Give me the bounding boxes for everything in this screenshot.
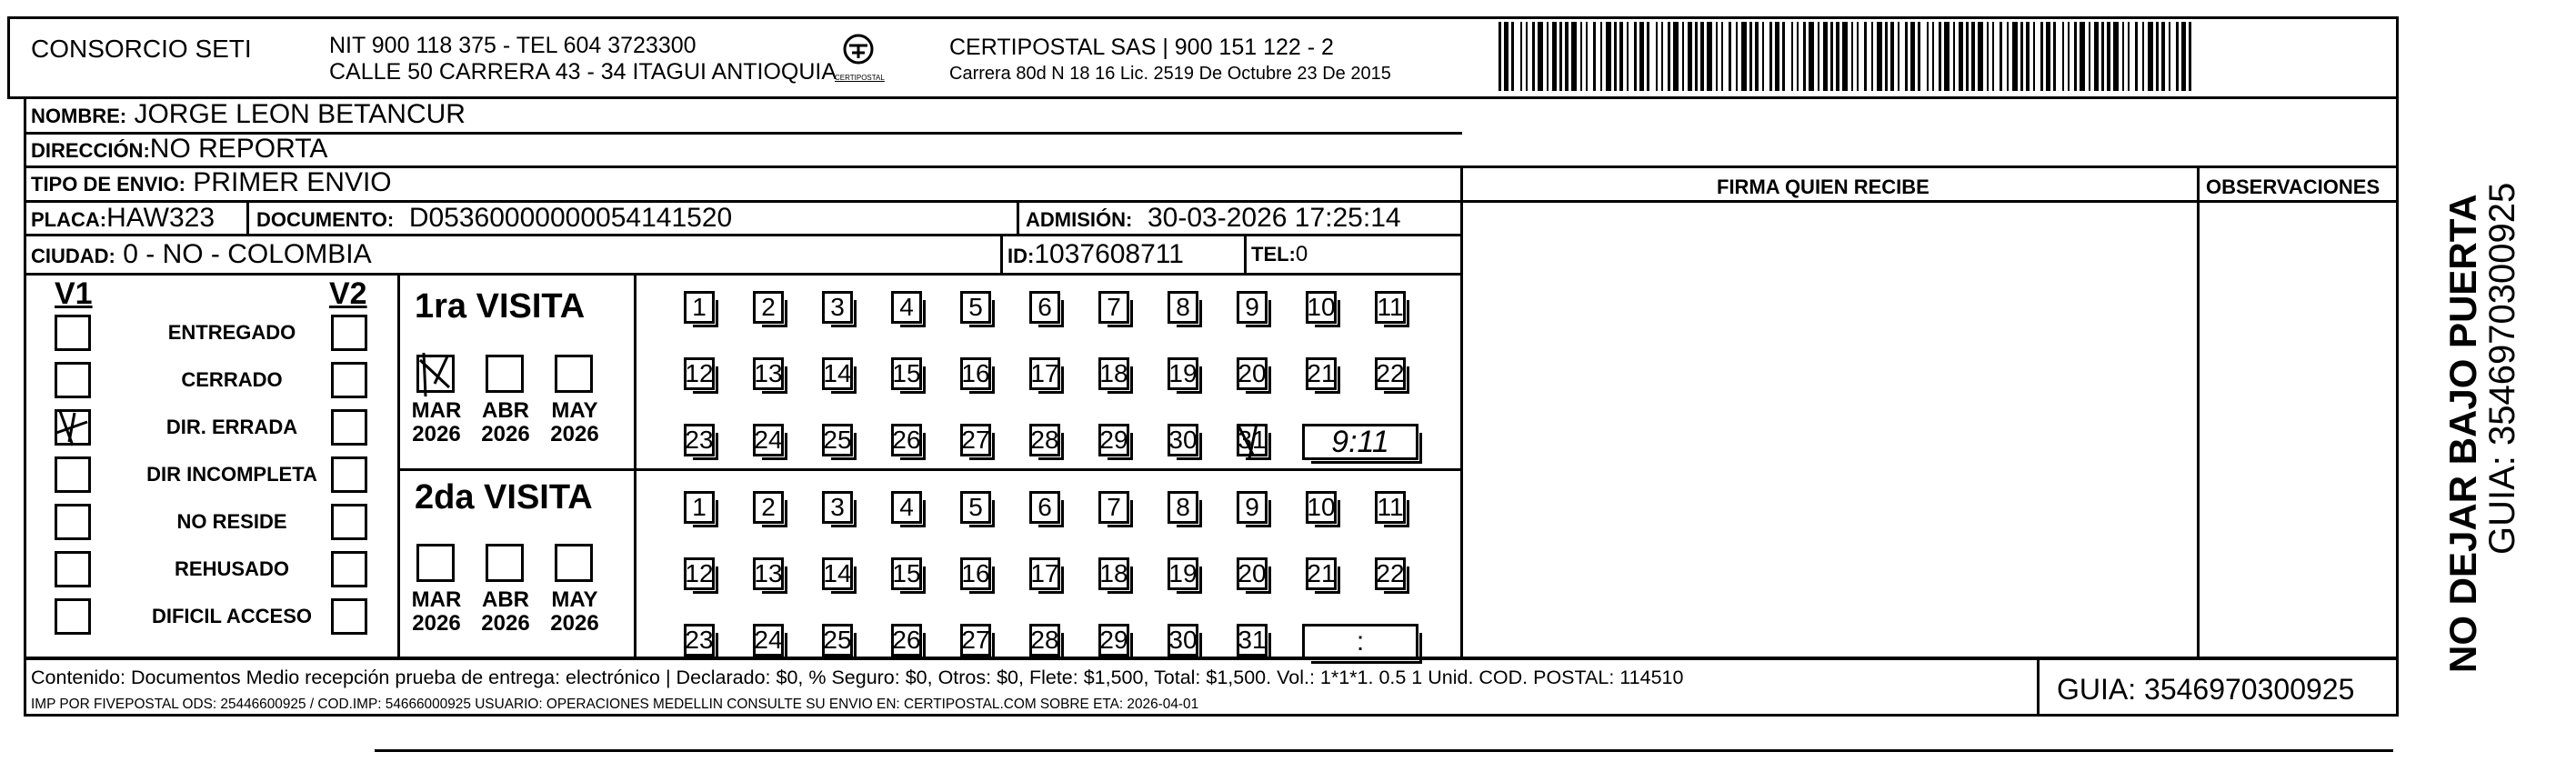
day-box[interactable]: 5 <box>960 491 991 524</box>
day-box[interactable]: 20 <box>1237 357 1268 390</box>
month-label: ABR <box>482 587 529 612</box>
day-box[interactable]: 28 <box>1029 424 1060 456</box>
day-box[interactable]: 28 <box>1029 624 1060 657</box>
day-box[interactable]: 26 <box>891 424 922 456</box>
v1-checkbox[interactable] <box>55 456 91 493</box>
logo-text: CERTIPOSTAL <box>835 74 885 82</box>
day-box[interactable]: 1 <box>684 291 715 324</box>
status-label: REHUSADO <box>175 557 289 580</box>
day-box[interactable]: 25 <box>822 624 853 657</box>
time-box[interactable]: 9:11 <box>1302 424 1418 460</box>
nombre-field: NOMBRE: JORGE LEON BETANCUR <box>31 99 466 129</box>
day-box[interactable]: 22 <box>1375 557 1406 590</box>
status-label: ENTREGADO <box>167 321 296 344</box>
month-checkbox[interactable] <box>416 544 455 582</box>
footer-guia: GUIA: 3546970300925 <box>2057 673 2355 706</box>
day-box[interactable]: 12 <box>684 357 715 390</box>
day-box[interactable]: 30 <box>1168 624 1198 657</box>
side-warning: NO DEJAR BAJO PUERTA <box>2441 194 2484 673</box>
placa-field: PLACA:HAW323 <box>31 203 216 233</box>
month-label: MAR <box>411 398 462 423</box>
day-box[interactable]: 7 <box>1098 491 1129 524</box>
status-label: NO RESIDE <box>176 510 287 533</box>
month-year: 2026 <box>412 611 461 636</box>
day-box[interactable]: 16 <box>960 357 991 390</box>
day-box[interactable]: 19 <box>1168 357 1198 390</box>
day-box[interactable]: 31 <box>1237 624 1268 657</box>
day-box[interactable]: 10 <box>1306 491 1337 524</box>
day-box[interactable]: 30 <box>1168 424 1198 456</box>
day-box[interactable]: 8 <box>1168 491 1198 524</box>
month-year: 2026 <box>481 611 530 636</box>
day-box[interactable]: 19 <box>1168 557 1198 590</box>
month-label: MAY <box>551 398 598 423</box>
day-box[interactable]: 6 <box>1029 291 1060 324</box>
day-box[interactable]: 6 <box>1029 491 1060 524</box>
v1-checkbox[interactable] <box>55 362 91 398</box>
v2-checkbox[interactable] <box>331 598 367 635</box>
day-box[interactable]: 17 <box>1029 357 1060 390</box>
day-box[interactable]: 2 <box>753 291 784 324</box>
day-box[interactable]: 13 <box>753 357 784 390</box>
day-box[interactable]: 3 <box>822 491 853 524</box>
month-year: 2026 <box>550 422 599 446</box>
status-label: DIR. ERRADA <box>165 416 298 438</box>
day-check-mark <box>1233 420 1273 462</box>
day-box[interactable]: 25 <box>822 424 853 456</box>
day-box[interactable]: 18 <box>1098 557 1129 590</box>
firma-header: FIRMA QUIEN RECIBE <box>1717 175 1929 198</box>
day-box[interactable]: 8 <box>1168 291 1198 324</box>
month-checkbox[interactable] <box>486 544 524 582</box>
day-box[interactable]: 29 <box>1098 424 1129 456</box>
v2-checkbox[interactable] <box>331 362 367 398</box>
day-box[interactable]: 17 <box>1029 557 1060 590</box>
month-year: 2026 <box>550 611 599 636</box>
month-year: 2026 <box>412 422 461 446</box>
day-box[interactable]: 26 <box>891 624 922 657</box>
v2-checkbox[interactable] <box>331 456 367 493</box>
day-box[interactable]: 12 <box>684 557 715 590</box>
day-box[interactable]: 14 <box>822 557 853 590</box>
day-box[interactable]: 15 <box>891 557 922 590</box>
month-year: 2026 <box>481 422 530 446</box>
status-label: DIFICIL ACCESO <box>151 605 312 627</box>
v2-checkbox[interactable] <box>331 409 367 446</box>
second-visit-title: 2da VISITA <box>415 478 593 516</box>
day-box[interactable]: 2 <box>753 491 784 524</box>
direccion-field: DIRECCIÓN:NO REPORTA <box>31 134 328 164</box>
day-box[interactable]: 18 <box>1098 357 1129 390</box>
month-label: MAY <box>551 587 598 612</box>
day-box[interactable]: 13 <box>753 557 784 590</box>
day-box[interactable]: 5 <box>960 291 991 324</box>
v1-checkbox[interactable] <box>55 598 91 635</box>
id-field: ID:1037608711 <box>1007 239 1184 269</box>
address-line: CALLE 50 CARRERA 43 - 34 ITAGUI ANTIOQUIA <box>329 59 837 85</box>
day-box[interactable]: 21 <box>1306 557 1337 590</box>
day-box[interactable]: 29 <box>1098 624 1129 657</box>
day-box[interactable]: 16 <box>960 557 991 590</box>
status-label: DIR INCOMPLETA <box>146 463 317 486</box>
day-box[interactable]: 21 <box>1306 357 1337 390</box>
contenido-line: Contenido: Documentos Medio recepción prueba de entrega: electrónico | Declarado: $0, % Seguro: $0, Otros: $0, Flete: $1,500, Total: $1,500. Vol.: 1*1*1. 0.5 1 Unid. COD. POSTAL: 114510 <box>31 667 1684 688</box>
certipostal-logo <box>835 33 885 87</box>
day-box[interactable]: 9 <box>1237 291 1268 324</box>
day-box[interactable]: 15 <box>891 357 922 390</box>
v1-header: V1 <box>55 276 93 311</box>
v1-check-mark <box>51 406 96 451</box>
day-box[interactable]: 23 <box>684 624 715 657</box>
company-name: CONSORCIO SETI <box>31 35 252 63</box>
v2-checkbox[interactable] <box>331 504 367 540</box>
day-box[interactable]: 11 <box>1375 291 1406 324</box>
v2-checkbox[interactable] <box>331 315 367 351</box>
imp-line: IMP POR FIVEPOSTAL ODS: 25446600925 / COD.IMP: 54666000925 USUARIO: OPERACIONES MEDELLIN CONSULTE SU ENVIO EN: CERTIPOSTAL.COM SOBRE ETA: 2026-04-01 <box>31 697 1199 712</box>
month-label: MAR <box>411 587 462 612</box>
day-box[interactable]: 27 <box>960 424 991 456</box>
day-box[interactable]: 27 <box>960 624 991 657</box>
admision-field: ADMISIÓN: 30-03-2026 17:25:14 <box>1026 203 1401 233</box>
month-check-mark <box>413 347 460 398</box>
day-box[interactable]: 10 <box>1306 291 1337 324</box>
day-box[interactable]: 14 <box>822 357 853 390</box>
day-box[interactable]: 24 <box>753 424 784 456</box>
observaciones-header: OBSERVACIONES <box>2206 175 2381 198</box>
v1-checkbox[interactable] <box>55 315 91 351</box>
day-box[interactable]: 7 <box>1098 291 1129 324</box>
day-box[interactable]: 23 <box>684 424 715 456</box>
status-label: CERRADO <box>181 368 283 391</box>
v1-checkbox[interactable] <box>55 551 91 587</box>
documento-field: DOCUMENTO: D05360000000054141520 <box>256 203 733 233</box>
v2-checkbox[interactable] <box>331 551 367 587</box>
time-box[interactable]: : <box>1302 624 1418 660</box>
month-checkbox[interactable] <box>486 355 524 393</box>
day-box[interactable]: 24 <box>753 624 784 657</box>
certipostal-line: CERTIPOSTAL SAS | 900 151 122 - 2 <box>949 35 1334 60</box>
v2-header: V2 <box>329 276 367 311</box>
nit-line: NIT 900 118 375 - TEL 604 3723300 <box>329 33 697 58</box>
day-box[interactable]: 4 <box>891 491 922 524</box>
day-box[interactable]: 11 <box>1375 491 1406 524</box>
v1-checkbox[interactable] <box>55 504 91 540</box>
day-box[interactable]: 3 <box>822 291 853 324</box>
tipo-envio-field: TIPO DE ENVIO: PRIMER ENVIO <box>31 167 392 197</box>
ciudad-field: CIUDAD: 0 - NO - COLOMBIA <box>31 239 372 269</box>
day-box[interactable]: 1 <box>684 491 715 524</box>
license-line: Carrera 80d N 18 16 Lic. 2519 De Octubre 23 De 2015 <box>949 64 1391 84</box>
day-box[interactable]: 9 <box>1237 491 1268 524</box>
month-label: ABR <box>482 398 529 423</box>
side-guia: GUIA: 3546970300925 <box>2482 182 2522 555</box>
day-box[interactable]: 20 <box>1237 557 1268 590</box>
day-box[interactable]: 4 <box>891 291 922 324</box>
month-checkbox[interactable] <box>555 355 593 393</box>
first-visit-title: 1ra VISITA <box>415 287 586 326</box>
day-box[interactable]: 22 <box>1375 357 1406 390</box>
barcode <box>1498 22 2199 91</box>
tel-field: TEL:0 <box>1251 242 1308 266</box>
month-checkbox[interactable] <box>555 544 593 582</box>
day-box[interactable]: 31 <box>1237 424 1268 456</box>
